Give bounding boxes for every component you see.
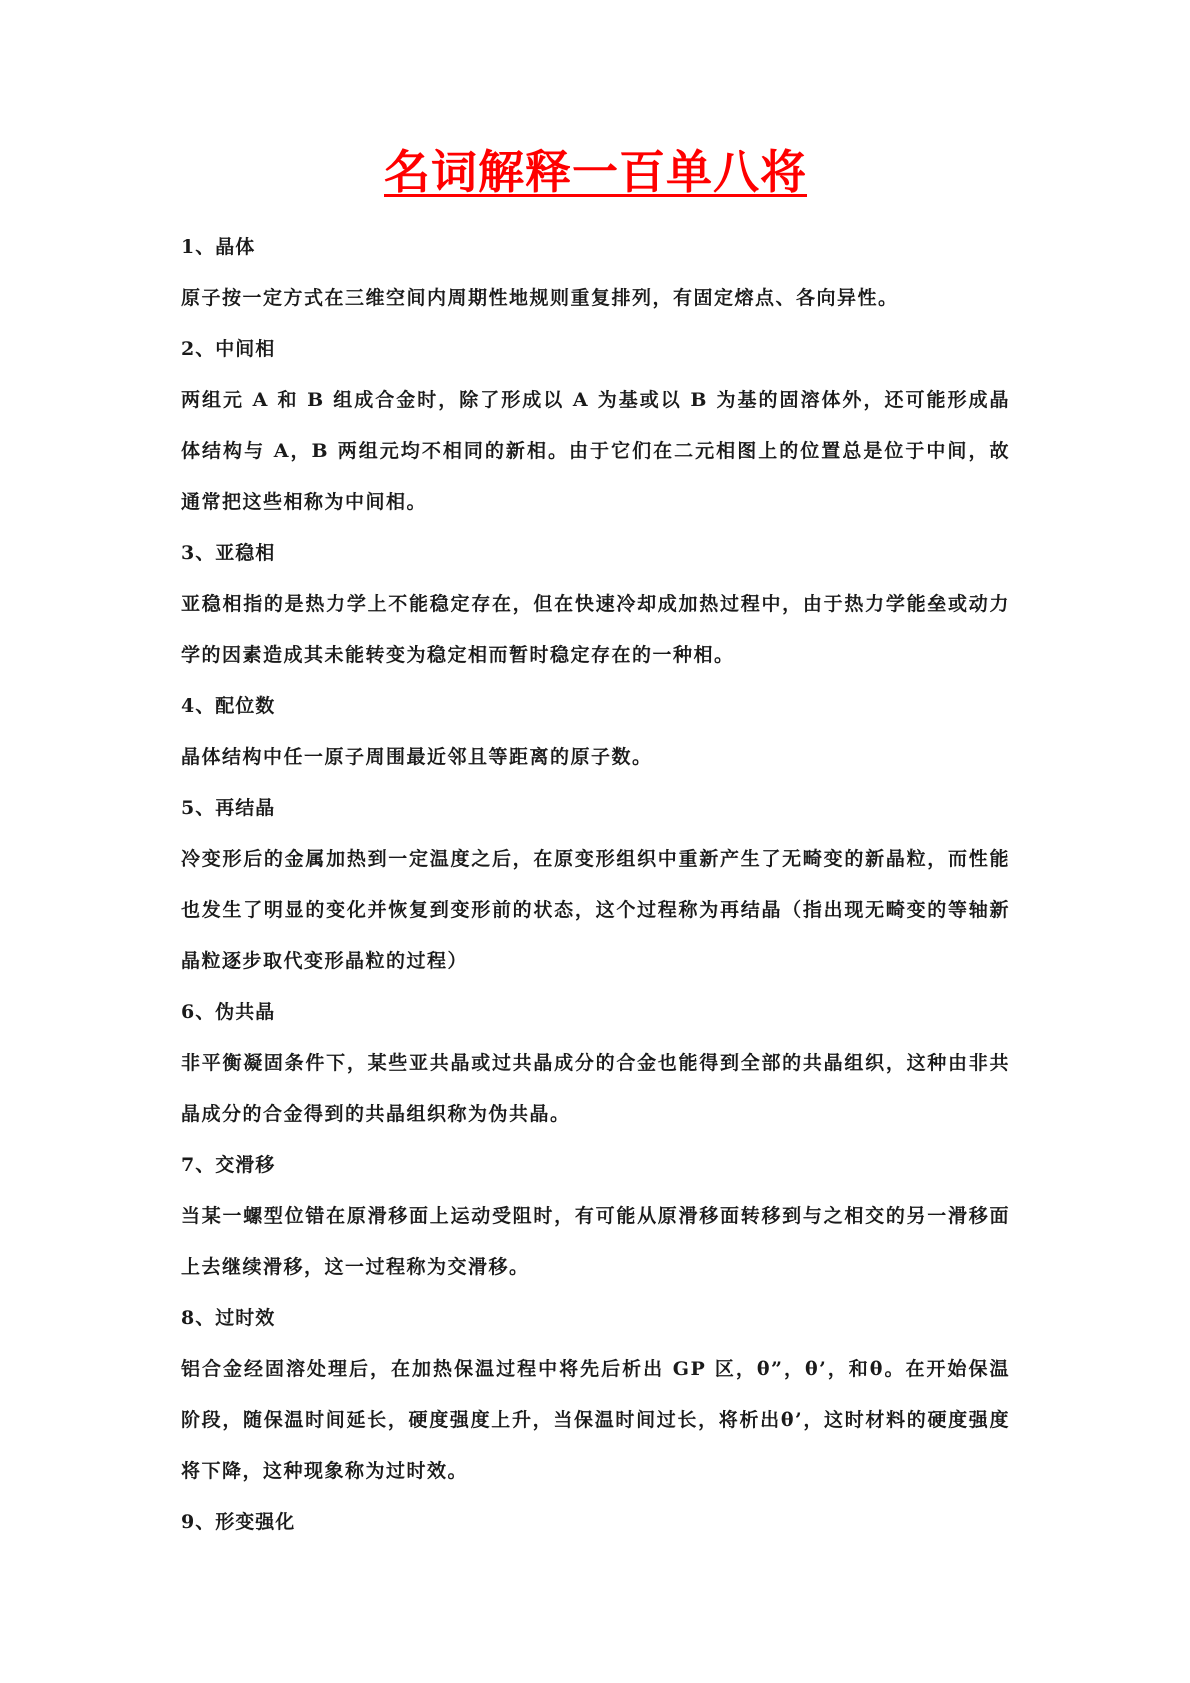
entry-list [181,222,1010,1548]
entry-heading: 2、中间相 [181,338,276,360]
entry-body: 亚稳相指的是热力学上不能稳定存在，但在快速冷却成加热过程中，由于热力学能垒或动力学的因素造成其未能转变为稳定相而暂时稳定存在的一种相。 [181,593,1010,666]
entry-heading: 1、晶体 [181,236,256,258]
entry-heading: 5、再结晶 [181,797,276,819]
entry-heading: 4、配位数 [181,695,276,717]
entry-body: 原子按一定方式在三维空间内周期性地规则重复排列，有固定熔点、各向异性。 [181,287,899,309]
entry-body: 两组元 A 和 B 组成合金时，除了形成以 A 为基或以 B 为基的固溶体外，还可能形成晶体结构与 A，B 两组元均不相同的新相。由于它们在二元相图上的位置总是位于中间，故通常把这些相称为中间相。 [181,389,1010,513]
entry-body: 铝合金经固溶处理后，在加热保温过程中将先后析出 GP 区，θ”，θ’，和θ。在开始保温阶段，随保温时间延长，硬度强度上升，当保温时间过长，将析出θ’，这时材料的硬度强度将下降，这种现象称为过时效。 [181,1358,1010,1482]
entry-heading: 8、过时效 [181,1307,276,1329]
entry-body: 非平衡凝固条件下，某些亚共晶或过共晶成分的合金也能得到全部的共晶组织，这种由非共晶成分的合金得到的共晶组织称为伪共晶。 [181,1052,1010,1125]
entry-heading: 9、形变强化 [181,1511,296,1533]
entry-body: 晶体结构中任一原子周围最近邻且等距离的原子数。 [181,746,653,768]
entry-heading: 6、伪共晶 [181,1001,276,1023]
entry-body: 当某一螺型位错在原滑移面上运动受阻时，有可能从原滑移面转移到与之相交的另一滑移面上去继续滑移，这一过程称为交滑移。 [181,1205,1010,1278]
entry-body: 冷变形后的金属加热到一定温度之后，在原变形组织中重新产生了无畸变的新晶粒，而性能也发生了明显的变化并恢复到变形前的状态，这个过程称为再结晶（指出现无畸变的等轴新晶粒逐步取代变形晶粒的过程） [181,848,1010,972]
entry-heading: 7、交滑移 [181,1154,276,1176]
document-title: 名词解释一百单八将 [384,145,807,199]
entry-heading: 3、亚稳相 [181,542,276,564]
